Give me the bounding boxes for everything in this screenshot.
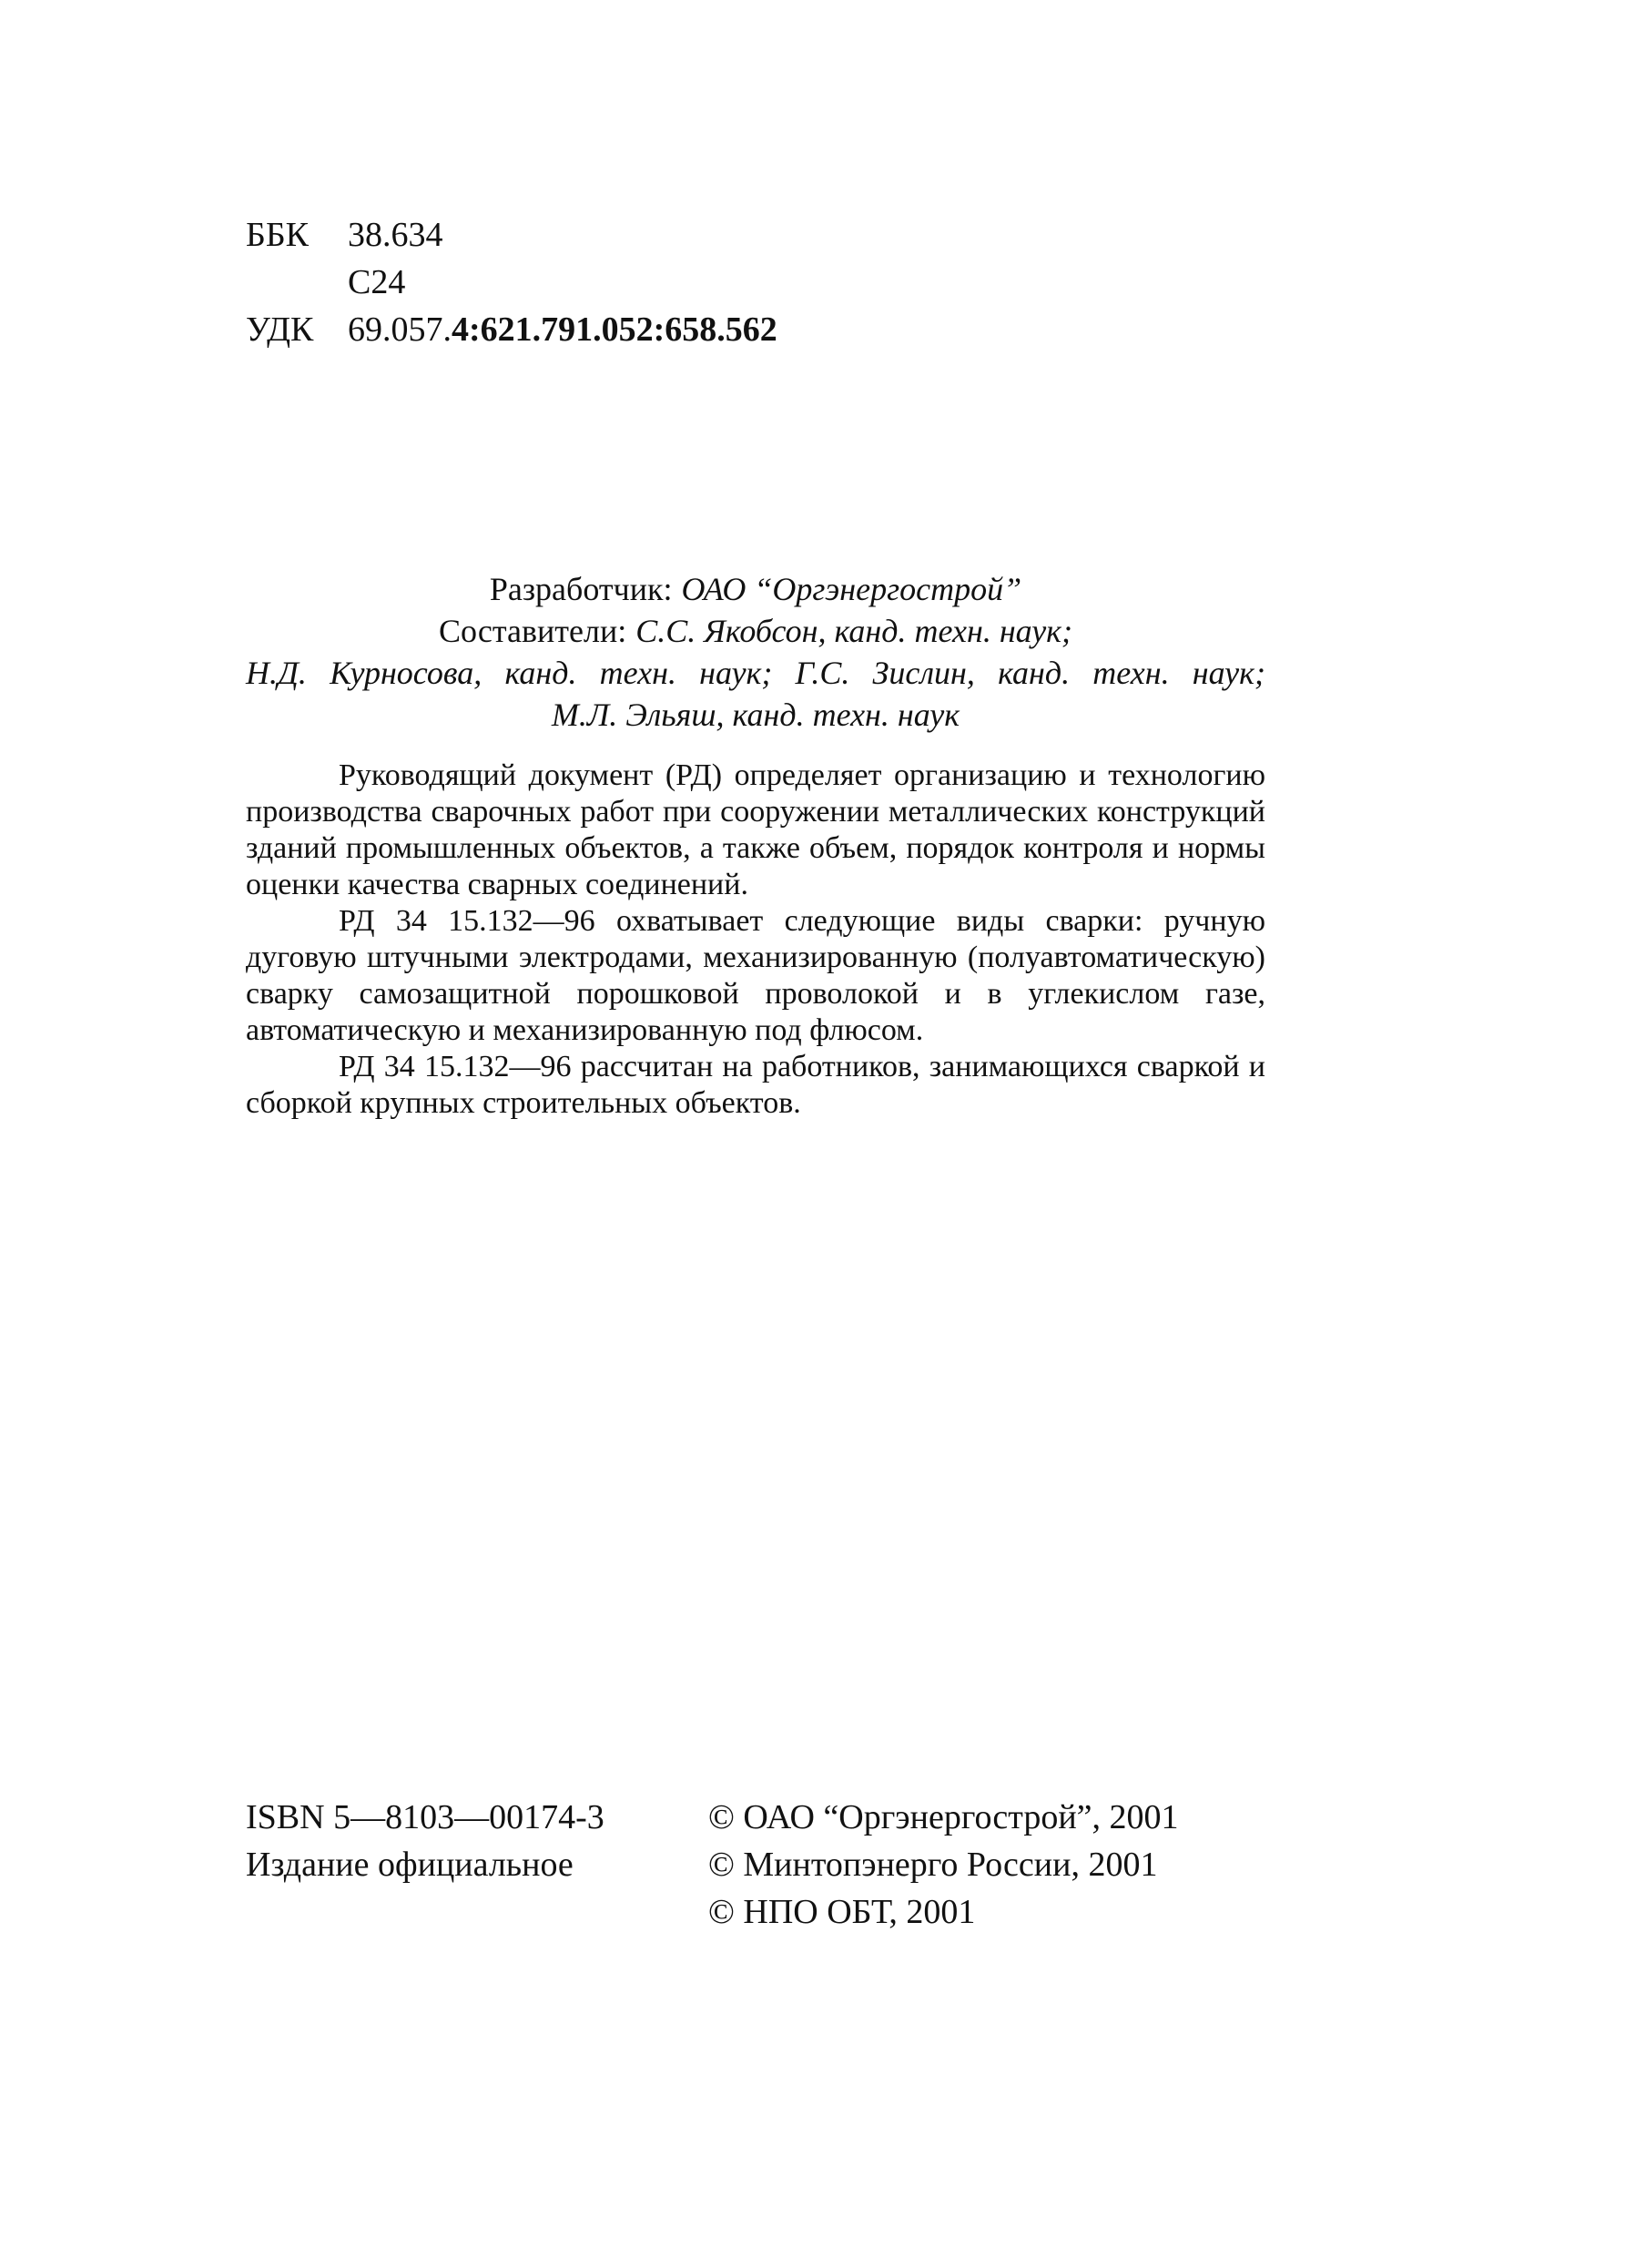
bbk-label: ББК bbox=[246, 216, 309, 254]
abstract-paragraph-1: Руководящий документ (РД) определяет организацию и технологию производства сварочных работ при сооружении металлических конструкций зданий промышленных объектов, а также объем, порядок контроля и нормы оценки качества сварных соединений. bbox=[246, 758, 1265, 901]
edition-note: Издание официальное bbox=[246, 1846, 574, 1884]
developer-label: Разработчик: bbox=[489, 571, 673, 607]
udk-label: УДК bbox=[246, 310, 314, 349]
compilers-line-2: Н.Д. Курносова, канд. техн. наук; Г.С. Зислин, канд. техн. наук; bbox=[246, 655, 1265, 691]
copyright-line-3: © НПО ОБТ, 2001 bbox=[708, 1893, 976, 1931]
author-sign: С24 bbox=[348, 263, 406, 301]
udk-prefix: 69.057. bbox=[348, 310, 452, 349]
compilers-line-3: М.Л. Эльяш, канд. техн. наук bbox=[551, 697, 960, 733]
copyright-line-2: © Минтопэнерго России, 2001 bbox=[708, 1846, 1158, 1884]
developer-line bbox=[246, 568, 1265, 610]
imprint-left bbox=[246, 1794, 604, 1888]
abstract-paragraph-3: РД 34 15.132—96 рассчитан на работников, занимающихся сваркой и сборкой крупных строительных объектов. bbox=[246, 1050, 1265, 1120]
credits-block bbox=[246, 568, 1265, 736]
bbk-row bbox=[246, 211, 777, 259]
compilers-label: Составители: bbox=[438, 613, 627, 649]
abstract-paragraph-2: РД 34 15.132—96 охватывает следующие виды сварки: ручную дуговую штучными электродами, механизированную (полуавтоматическую) сварку самозащитной порошковой проволокой и в углекислом газе, автоматическую и механизированную под флюсом. bbox=[246, 904, 1265, 1047]
isbn: ISBN 5—8103—00174-3 bbox=[246, 1798, 604, 1836]
compilers-text-1: С.С. Якобсон, канд. техн. наук; bbox=[635, 613, 1073, 649]
bbk-value: 38.634 bbox=[348, 216, 443, 254]
abstract-block bbox=[246, 758, 1265, 1122]
udk-value bbox=[348, 306, 777, 353]
classification-block bbox=[246, 211, 777, 353]
developer-value: ОАО “Оргэнергострой” bbox=[681, 571, 1022, 607]
imprint-right bbox=[708, 1794, 1179, 1936]
copyright-line-1: © ОАО “Оргэнергострой”, 2001 bbox=[708, 1798, 1179, 1836]
udk-row bbox=[246, 306, 777, 353]
author-sign-row bbox=[246, 259, 777, 306]
compilers-line-1 bbox=[246, 610, 1265, 652]
udk-rest: 4:621.791.052:658.562 bbox=[452, 310, 777, 349]
